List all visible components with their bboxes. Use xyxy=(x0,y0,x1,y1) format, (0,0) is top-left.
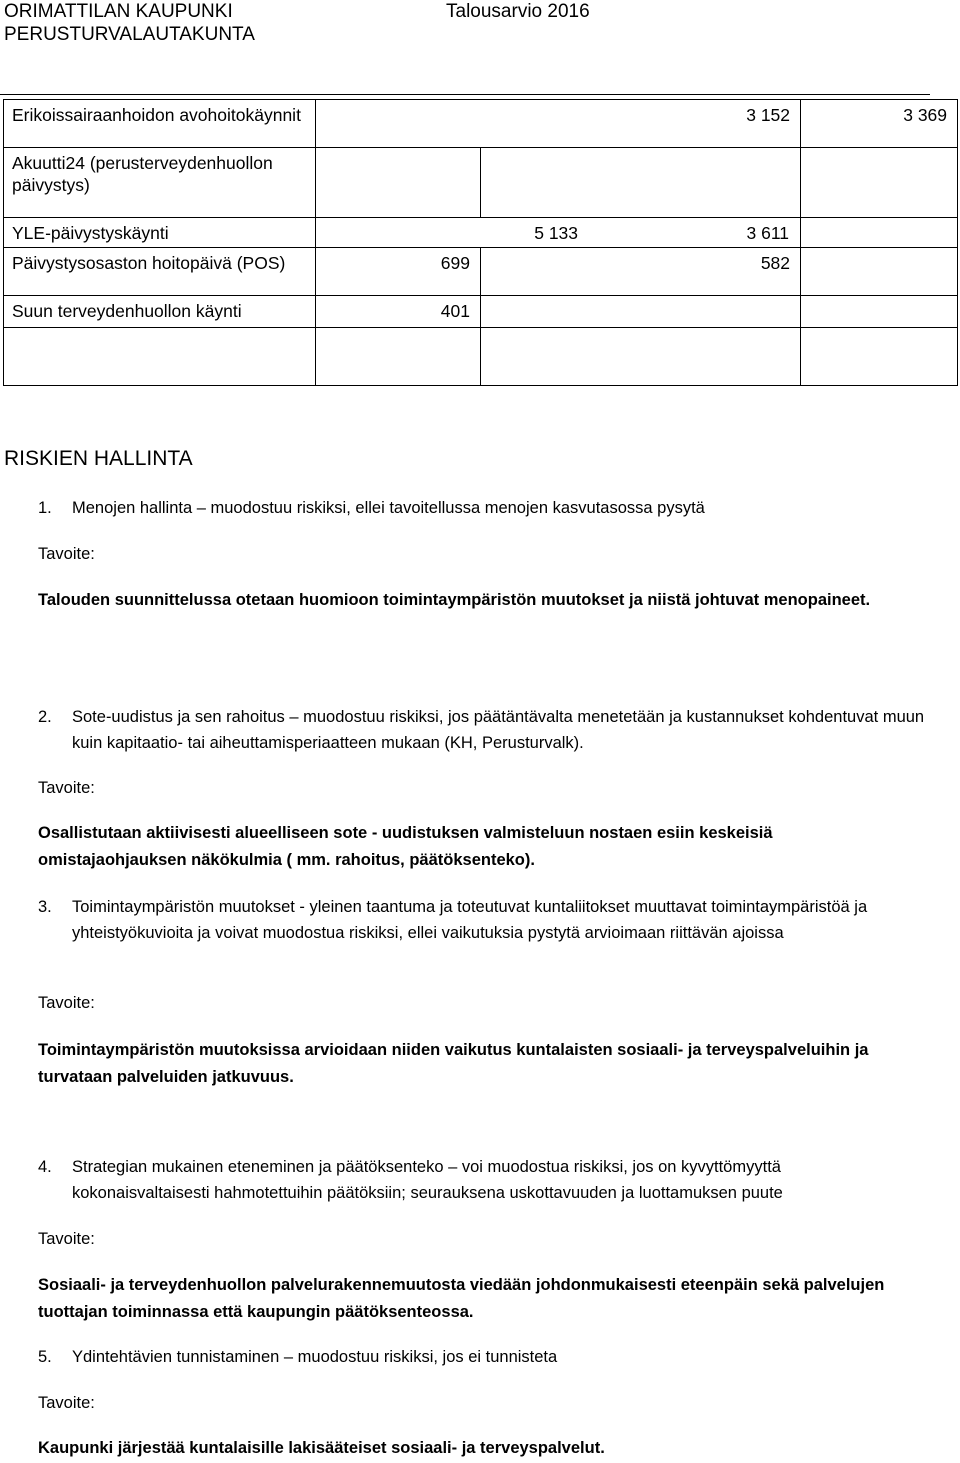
risk-number: 3. xyxy=(38,898,52,916)
risk-number: 4. xyxy=(38,1158,52,1176)
value-2 xyxy=(481,296,801,328)
goal-label: Tavoite: xyxy=(38,545,95,563)
values-cell xyxy=(316,218,801,248)
value-3 xyxy=(801,328,958,386)
value-1: 401 xyxy=(316,296,481,328)
section-heading: RISKIEN HALLINTA xyxy=(4,447,193,470)
goal-text: Osallistutaan aktiivisesti alueelliseen sote - uudistuksen valmisteluun nostaen esiin keskeisiä omistajaohjauksen näkökulmia ( mm. rahoitus, päätöksenteko). xyxy=(38,824,773,869)
value-1: 699 xyxy=(316,248,481,296)
goal-text: Sosiaali- ja terveydenhuollon palvelurakennemuutosta viedään johdonmukaisesti eteenpäin sekä palvelujen tuottajan toiminnassa että kaupungin päätöksenteossa. xyxy=(38,1276,885,1321)
value-2 xyxy=(481,328,801,386)
row-label: Erikoissairaanhoidon avohoitokäynnit xyxy=(4,100,316,148)
document-title: Talousarvio 2016 xyxy=(446,1,590,22)
risk-text: Strategian mukainen eteneminen ja päätöksenteko – voi muodostua riskiksi, jos on kyvyttömyyttä kokonaisvaltaisesti hahmotettuihin päätöksiin; seurauksena uskottavuuden ja luottamuksen puute xyxy=(72,1158,783,1202)
goal-text: Talouden suunnittelussa otetaan huomioon toimintaympäristön muutokset ja niistä johtuvat menopaineet. xyxy=(38,591,871,609)
risk-text: Ydintehtävien tunnistaminen – muodostuu riskiksi, jos ei tunnisteta xyxy=(72,1348,558,1366)
risk-item-3 xyxy=(38,894,898,946)
table-row xyxy=(4,218,958,248)
row-label: Suun terveydenhuollon käynti xyxy=(4,296,316,328)
goal-label: Tavoite: xyxy=(38,1230,95,1248)
value-3 xyxy=(801,296,958,328)
value-3 xyxy=(801,148,958,218)
risk-item-1 xyxy=(38,495,918,521)
risk-item-5 xyxy=(38,1344,918,1370)
value-1: 5 133 xyxy=(534,223,579,243)
value-3: 3 369 xyxy=(801,100,958,148)
committee-name: PERUSTURVALAUTAKUNTA xyxy=(4,24,255,45)
table-row xyxy=(4,248,958,296)
risk-text: Menojen hallinta – muodostuu riskiksi, ellei tavoitellussa menojen kasvutasossa pysytä xyxy=(72,499,705,517)
value-2: 3 152 xyxy=(316,100,801,148)
table-row xyxy=(4,328,958,386)
risk-item-2 xyxy=(38,704,928,756)
row-label: YLE-päivystyskäynti xyxy=(4,218,316,248)
value-2 xyxy=(481,148,801,218)
goal-text: Toimintaympäristön muutoksissa arvioidaan niiden vaikutus kuntalaisten sosiaali- ja terveyspalveluihin ja turvataan palveluiden jatkuvuus. xyxy=(38,1041,869,1086)
value-1 xyxy=(316,328,481,386)
header-divider xyxy=(0,94,930,95)
value-3 xyxy=(801,218,958,248)
value-2: 582 xyxy=(481,248,801,296)
risk-text: Toimintaympäristön muutokset - yleinen taantuma ja toteutuvat kuntaliitokset muuttavat toimintaympäristöä ja yhteistyökuvioita ja voivat muodostua riskiksi, ellei vaikutuksia pystytä arvioimaan riittävän ajoissa xyxy=(72,898,868,942)
org-name: ORIMATTILAN KAUPUNKI xyxy=(4,1,233,22)
goal-label: Tavoite: xyxy=(38,994,95,1012)
goal-label: Tavoite: xyxy=(38,779,95,797)
goal-label: Tavoite: xyxy=(38,1394,95,1412)
table-row xyxy=(4,148,958,218)
value-2: 3 611 xyxy=(746,223,790,243)
risk-number: 1. xyxy=(38,499,52,517)
risk-text: Sote-uudistus ja sen rahoitus – muodostuu riskiksi, jos päätäntävalta menetetään ja kustannukset kohdentuvat muun kuin kapitaatio- tai aiheuttamisperiaatteen mukaan (KH, Perusturvalk). xyxy=(72,708,925,752)
table-row xyxy=(4,100,958,148)
table-row xyxy=(4,296,958,328)
row-label: Päivystysosaston hoitopäivä (POS) xyxy=(4,248,316,296)
goal-text: Kaupunki järjestää kuntalaisille lakisääteiset sosiaali- ja terveyspalvelut. xyxy=(38,1439,605,1457)
risk-number: 2. xyxy=(38,708,52,726)
performance-table xyxy=(3,99,958,386)
value-1 xyxy=(316,148,481,218)
row-label: Akuutti24 (perusterveydenhuollon päivystys) xyxy=(4,148,316,218)
risk-item-4 xyxy=(38,1154,918,1206)
value-3 xyxy=(801,248,958,296)
row-label xyxy=(4,328,316,386)
risk-number: 5. xyxy=(38,1348,52,1366)
